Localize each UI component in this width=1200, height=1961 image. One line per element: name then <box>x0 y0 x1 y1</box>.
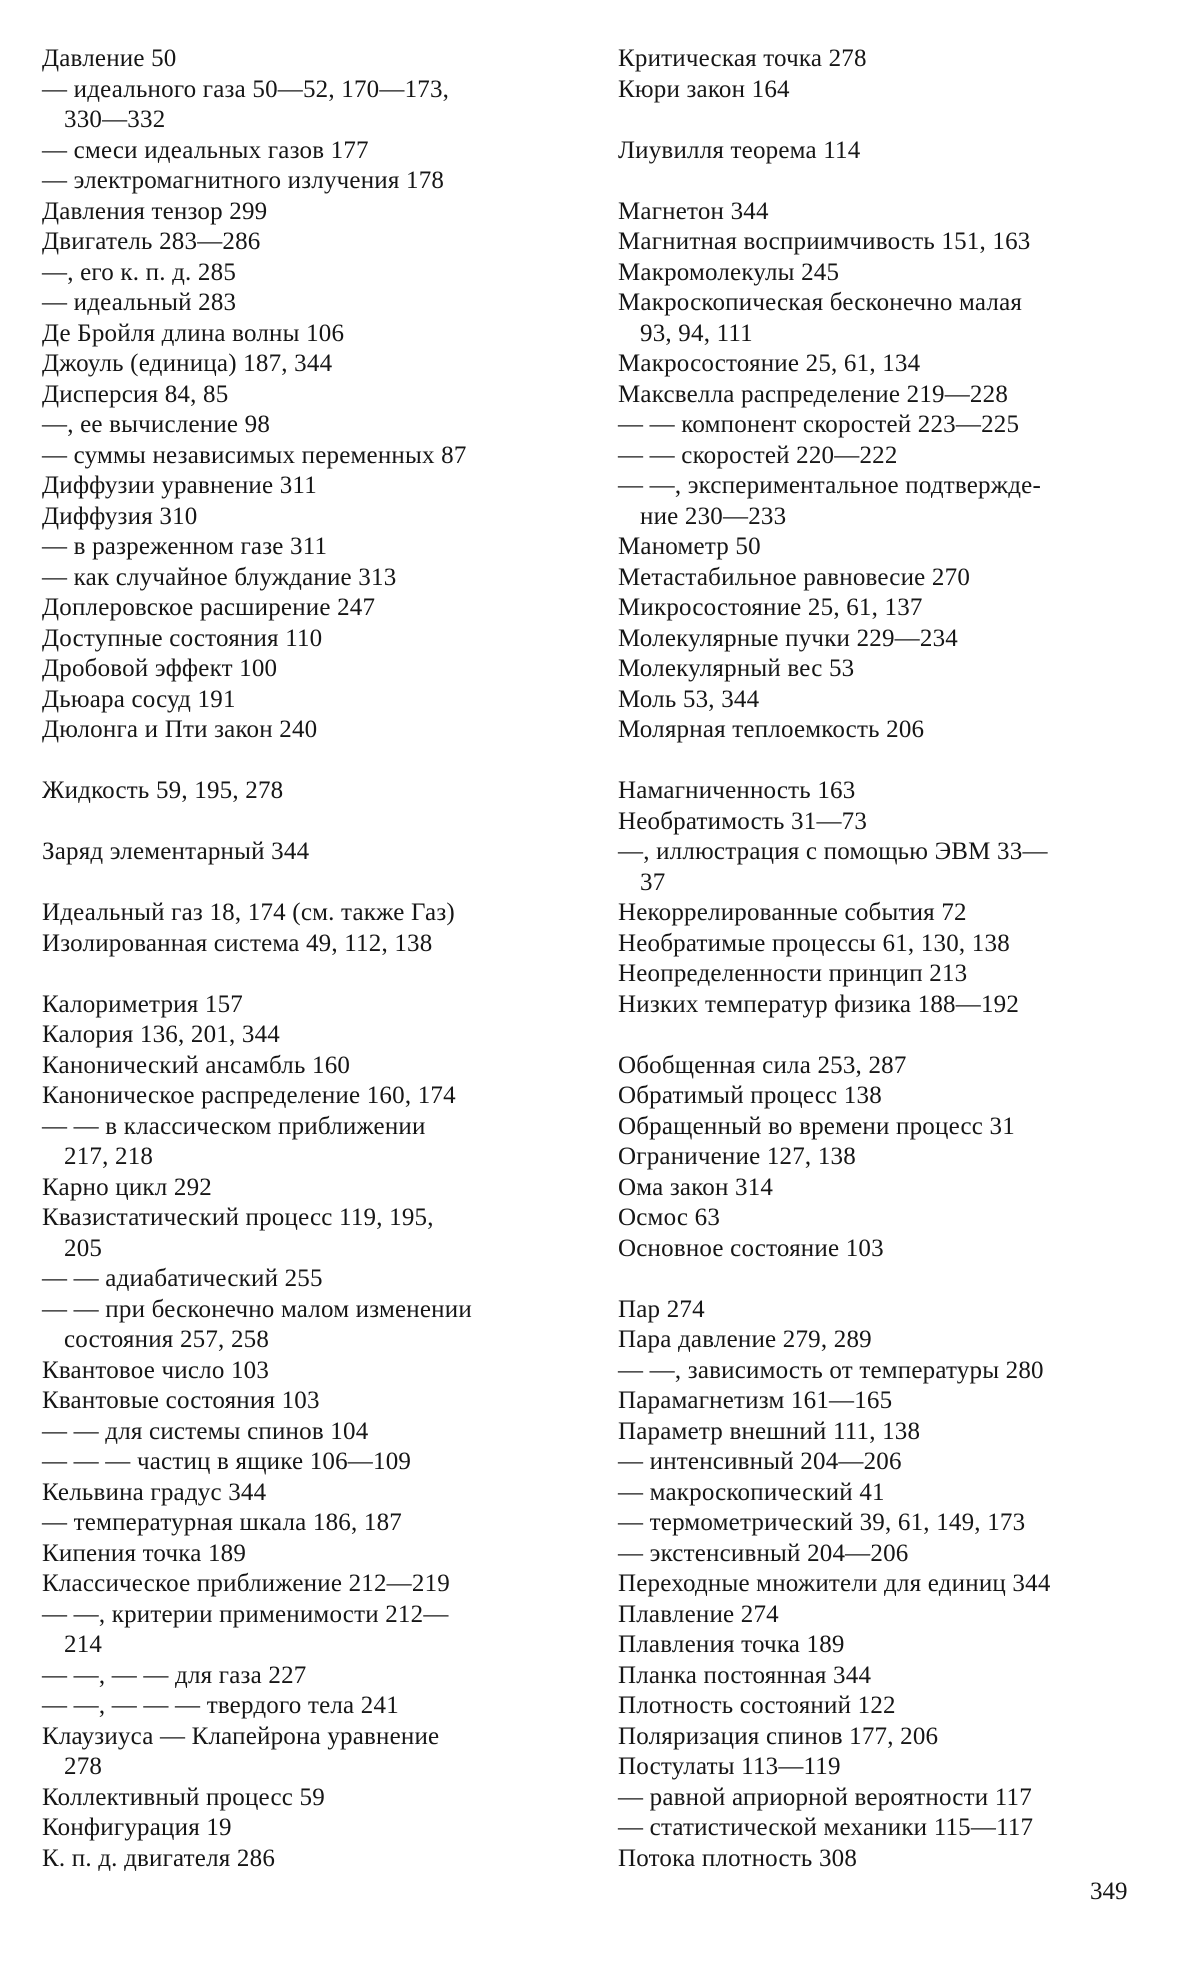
index-entry-text: — термометрический 39, 61, 149, 173 <box>618 1509 1026 1536</box>
index-entry-text: Кельвина градус 344 <box>42 1478 267 1506</box>
index-entry <box>618 1508 1166 1539</box>
index-entry-text: Плавление 274 <box>618 1600 779 1628</box>
index-entry <box>618 1386 1166 1417</box>
index-entry <box>618 1661 1166 1692</box>
index-entry-text: Коллективный процесс 59 <box>42 1783 325 1811</box>
index-entry-text: — — для системы спинов 104 <box>42 1417 369 1445</box>
entry-gap <box>42 868 582 899</box>
index-entry-text: Макросостояние 25, 61, 134 <box>618 350 921 377</box>
index-entry-text: — идеального газа 50—52, 170—173, <box>42 75 450 103</box>
index-entry <box>618 1478 1166 1509</box>
index-entry <box>618 258 1166 289</box>
index-entry <box>42 1081 582 1112</box>
index-entry <box>42 1539 582 1570</box>
index-entry-text: — —, — — для газа 227 <box>42 1661 307 1689</box>
index-entry-text: Доступные состояния 110 <box>42 624 323 652</box>
index-entry-text: Дьюара сосуд 191 <box>42 685 236 713</box>
index-column-right <box>618 44 1166 1874</box>
index-entry-text: К. п. д. двигателя 286 <box>42 1844 276 1872</box>
index-entry <box>42 1600 582 1661</box>
index-entry <box>618 1600 1166 1631</box>
index-entry <box>618 654 1166 685</box>
index-entry-text: Канонический ансамбль 160 <box>42 1051 351 1079</box>
index-entry <box>42 1844 582 1875</box>
index-entry <box>42 258 582 289</box>
index-column-left <box>42 44 582 1874</box>
index-entry-text: — температурная шкала 186, 187 <box>42 1509 402 1536</box>
index-entry <box>618 380 1166 411</box>
index-entry <box>42 1264 582 1295</box>
index-entry <box>618 349 1166 380</box>
index-entry-text: Дюлонга и Пти закон 240 <box>42 716 318 743</box>
index-entry <box>42 1020 582 1051</box>
index-entry <box>42 410 582 441</box>
index-entry-text: — как случайное блуждание 313 <box>42 563 397 591</box>
index-entry-text: Давление 50 <box>42 45 177 72</box>
index-entry <box>42 624 582 655</box>
index-entry-text: — макроскопический 41 <box>618 1478 885 1506</box>
index-entry <box>618 1813 1166 1844</box>
entry-gap <box>42 746 582 777</box>
index-entry <box>42 1173 582 1204</box>
index-entry-text: Квантовые состояния 103 <box>42 1387 320 1414</box>
index-entry-text: Лиувилля теорема 114 <box>618 136 861 164</box>
index-entry-text: Необратимость 31—73 <box>618 807 868 835</box>
index-entry <box>42 288 582 319</box>
index-entry <box>42 1661 582 1692</box>
index-entry <box>42 929 582 960</box>
index-entry <box>618 410 1166 441</box>
index-entry <box>42 776 582 807</box>
entry-gap <box>618 105 1166 136</box>
index-entry-text: Идеальный газ 18, 174 (см. также Газ) <box>42 899 455 926</box>
index-entry-text: Манометр 50 <box>618 533 761 560</box>
index-entry <box>618 959 1166 990</box>
index-entry <box>618 197 1166 228</box>
index-entry-text: Моль 53, 344 <box>618 685 760 713</box>
index-entry-text: — —, зависимость от температуры 280 <box>618 1356 1044 1384</box>
entry-gap <box>618 1264 1166 1295</box>
index-entry <box>42 136 582 167</box>
index-entry-text: Осмос 63 <box>618 1204 721 1231</box>
index-entry <box>42 837 582 868</box>
page-number: 349 <box>1090 1878 1128 1905</box>
index-entry-continuation: 278 <box>64 1753 103 1780</box>
index-entry <box>42 593 582 624</box>
index-entry <box>618 929 1166 960</box>
index-entry-text: Потока плотность 308 <box>618 1844 858 1872</box>
index-entry-text: Двигатель 283—286 <box>42 228 261 255</box>
index-entry-text: Микросостояние 25, 61, 137 <box>618 594 923 621</box>
index-entry-text: Классическое приближение 212—219 <box>42 1570 450 1597</box>
index-entry-text: Неопределенности принцип 213 <box>618 960 968 987</box>
index-entry-text: — статистической механики 115—117 <box>618 1814 1034 1841</box>
entry-gap <box>618 1020 1166 1051</box>
index-entry-text: Каноническое распределение 160, 174 <box>42 1082 456 1109</box>
index-entry-text: — — — частиц в ящике 106—109 <box>42 1448 412 1475</box>
index-entry <box>618 1630 1166 1661</box>
index-entry <box>618 1356 1166 1387</box>
index-entry-text: — смеси идеальных газов 177 <box>42 136 369 164</box>
index-entry <box>618 136 1166 167</box>
index-entry-text: Необратимые процессы 61, 130, 138 <box>618 929 1010 957</box>
index-entry <box>42 1447 582 1478</box>
index-entry-continuation: состояния 257, 258 <box>64 1326 270 1353</box>
index-entry <box>618 807 1166 838</box>
index-entry-text: — —, — — — твердого тела 241 <box>42 1692 399 1719</box>
index-entry-text: Макромолекулы 245 <box>618 258 840 286</box>
index-entry <box>42 898 582 929</box>
index-entry <box>42 1295 582 1356</box>
index-entry-text: — экстенсивный 204—206 <box>618 1539 909 1567</box>
index-entry <box>618 441 1166 472</box>
index-entry <box>42 532 582 563</box>
index-entry-text: Переходные множители для единиц 344 <box>618 1570 1051 1597</box>
index-entry <box>42 1417 582 1448</box>
index-entry-text: Калория 136, 201, 344 <box>42 1021 280 1048</box>
index-entry-text: Джоуль (единица) 187, 344 <box>42 350 333 377</box>
index-entry <box>42 563 582 594</box>
index-entry-text: Плавления точка 189 <box>618 1631 845 1658</box>
index-entry <box>618 685 1166 716</box>
index-entry-continuation: 214 <box>64 1631 103 1658</box>
index-entry-text: Ома закон 314 <box>618 1173 774 1201</box>
index-entry-text: Обращенный во времени процесс 31 <box>618 1112 1015 1140</box>
index-entry <box>618 1173 1166 1204</box>
index-entry-text: Квазистатический процесс 119, 195, <box>42 1204 434 1231</box>
index-entry <box>618 837 1166 898</box>
index-entry <box>618 1234 1166 1265</box>
index-entry-text: Критическая точка 278 <box>618 45 867 72</box>
index-entry-text: Калориметрия 157 <box>42 990 243 1018</box>
index-entry <box>42 1691 582 1722</box>
index-entry-text: — —, экспериментальное подтвержде- <box>618 472 1041 499</box>
index-entry-continuation: ние 230—233 <box>640 502 787 530</box>
index-entry <box>618 1844 1166 1875</box>
index-entry <box>618 471 1166 532</box>
index-entry <box>618 1752 1166 1783</box>
index-entry <box>42 1569 582 1600</box>
index-entry <box>42 1508 582 1539</box>
index-entry <box>42 1386 582 1417</box>
index-entry <box>618 75 1166 106</box>
index-entry <box>42 1783 582 1814</box>
index-entry <box>42 380 582 411</box>
index-entry-text: Ограничение 127, 138 <box>618 1143 856 1170</box>
index-entry <box>618 1569 1166 1600</box>
index-entry-text: — — скоростей 220—222 <box>618 441 898 469</box>
index-entry-text: Низких температур физика 188—192 <box>618 990 1020 1018</box>
index-entry-text: Доплеровское расширение 247 <box>42 594 376 621</box>
index-entry <box>618 1722 1166 1753</box>
index-entry-text: Планка постоянная 344 <box>618 1661 872 1689</box>
index-entry <box>618 776 1166 807</box>
index-entry <box>42 1722 582 1783</box>
index-entry <box>42 685 582 716</box>
index-entry <box>618 1447 1166 1478</box>
index-entry-text: — равной априорной вероятности 117 <box>618 1783 1032 1811</box>
index-entry <box>42 502 582 533</box>
index-entry-text: Квантовое число 103 <box>42 1356 270 1384</box>
index-entry-text: Основное состояние 103 <box>618 1234 884 1262</box>
index-entry-text: Обратимый процесс 138 <box>618 1082 882 1109</box>
index-entry-text: —, его к. п. д. 285 <box>42 258 237 286</box>
index-entry-text: — — компонент скоростей 223—225 <box>618 411 1020 438</box>
index-entry <box>618 1081 1166 1112</box>
index-entry-text: Кюри закон 164 <box>618 75 790 103</box>
index-entry <box>618 715 1166 746</box>
index-entry-text: Парамагнетизм 161—165 <box>618 1387 893 1414</box>
index-entry-text: Пара давление 279, 289 <box>618 1326 872 1353</box>
index-entry-text: Плотность состояний 122 <box>618 1692 896 1719</box>
index-entry-text: Клаузиуса — Клапейрона уравнение <box>42 1722 440 1750</box>
index-entry <box>42 197 582 228</box>
index-entry <box>618 563 1166 594</box>
index-entry-text: — суммы независимых переменных 87 <box>42 441 467 469</box>
index-entry-continuation: 330—332 <box>64 106 166 133</box>
index-entry-text: Молекулярные пучки 229—234 <box>618 624 958 652</box>
index-entry <box>42 1112 582 1173</box>
index-entry <box>618 288 1166 349</box>
index-entry <box>618 532 1166 563</box>
index-entry-text: Макроскопическая бесконечно малая <box>618 289 1023 316</box>
index-entry-text: Некоррелированные события 72 <box>618 899 967 926</box>
index-entry-text: Дробовой эффект 100 <box>42 655 278 682</box>
index-entry <box>618 1295 1166 1326</box>
index-entry <box>618 1325 1166 1356</box>
index-entry <box>618 990 1166 1021</box>
index-entry-text: Максвелла распределение 219—228 <box>618 380 1009 408</box>
index-entry <box>42 654 582 685</box>
index-entry <box>42 166 582 197</box>
index-entry <box>42 1203 582 1264</box>
index-entry <box>618 227 1166 258</box>
index-entry <box>618 1142 1166 1173</box>
index-entry-continuation: 93, 94, 111 <box>640 319 753 347</box>
index-entry <box>618 1112 1166 1143</box>
index-entry <box>42 715 582 746</box>
index-entry <box>42 75 582 136</box>
index-entry-text: — — адиабатический 255 <box>42 1265 323 1292</box>
index-entry <box>42 1813 582 1844</box>
index-entry-continuation: 217, 218 <box>64 1143 154 1170</box>
index-entry-continuation: 37 <box>640 868 666 896</box>
index-entry <box>42 1356 582 1387</box>
index-entry-text: Жидкость 59, 195, 278 <box>42 777 284 804</box>
entry-gap <box>42 807 582 838</box>
index-entry <box>42 227 582 258</box>
index-entry-text: Изолированная система 49, 112, 138 <box>42 929 433 957</box>
index-entry <box>618 1051 1166 1082</box>
index-entry <box>618 624 1166 655</box>
index-entry <box>618 593 1166 624</box>
index-entry-text: — идеальный 283 <box>42 289 237 316</box>
index-entry-text: Карно цикл 292 <box>42 1173 212 1201</box>
entry-gap <box>42 959 582 990</box>
index-entry-text: —, иллюстрация с помощью ЭВМ 33— <box>618 838 1048 865</box>
index-entry <box>618 1691 1166 1722</box>
entry-gap <box>618 746 1166 777</box>
index-entry-text: Кипения точка 189 <box>42 1539 247 1567</box>
index-entry <box>42 319 582 350</box>
index-entry-text: Пар 274 <box>618 1295 705 1323</box>
index-entry-text: Заряд элементарный 344 <box>42 838 310 865</box>
index-entry <box>618 1417 1166 1448</box>
index-entry-text: — электромагнитного излучения 178 <box>42 167 445 194</box>
index-entry <box>42 349 582 380</box>
index-entry-text: Параметр внешний 111, 138 <box>618 1417 921 1445</box>
index-entry-text: — интенсивный 204—206 <box>618 1448 902 1475</box>
index-entry <box>42 471 582 502</box>
index-entry <box>618 1783 1166 1814</box>
index-entry-text: Молекулярный вес 53 <box>618 655 855 682</box>
index-entry <box>42 1051 582 1082</box>
index-entry <box>42 990 582 1021</box>
index-entry-text: Магнетон 344 <box>618 197 769 225</box>
index-entry-text: Поляризация спинов 177, 206 <box>618 1722 939 1750</box>
index-entry-text: Намагниченность 163 <box>618 777 856 804</box>
index-entry <box>42 1478 582 1509</box>
index-entry-text: —, ее вычисление 98 <box>42 411 271 438</box>
index-entry-text: Конфигурация 19 <box>42 1814 232 1841</box>
index-entry <box>618 1203 1166 1234</box>
index-entry <box>42 441 582 472</box>
index-entry <box>618 44 1166 75</box>
index-entry <box>618 1539 1166 1570</box>
index-entry-text: Де Бройля длина волны 106 <box>42 319 345 347</box>
index-entry-text: — — в классическом приближении <box>42 1112 426 1140</box>
index-entry-text: Метастабильное равновесие 270 <box>618 563 971 591</box>
index-entry-text: Давления тензор 299 <box>42 197 268 225</box>
entry-gap <box>618 166 1166 197</box>
index-entry-text: Постулаты 113—119 <box>618 1753 841 1780</box>
index-entry <box>42 44 582 75</box>
index-entry-continuation: 205 <box>64 1234 103 1262</box>
index-entry-text: — в разреженном газе 311 <box>42 533 328 560</box>
index-entry <box>618 898 1166 929</box>
index-entry-text: Диффузии уравнение 311 <box>42 472 317 499</box>
index-entry-text: Обобщенная сила 253, 287 <box>618 1051 907 1079</box>
index-entry-text: Магнитная восприимчивость 151, 163 <box>618 228 1031 255</box>
index-entry-text: — — при бесконечно малом изменении <box>42 1295 472 1323</box>
index-entry-text: — —, критерии применимости 212— <box>42 1600 449 1628</box>
index-entry-text: Дисперсия 84, 85 <box>42 380 229 408</box>
index-entry-text: Молярная теплоемкость 206 <box>618 716 925 743</box>
index-entry-text: Диффузия 310 <box>42 502 198 530</box>
